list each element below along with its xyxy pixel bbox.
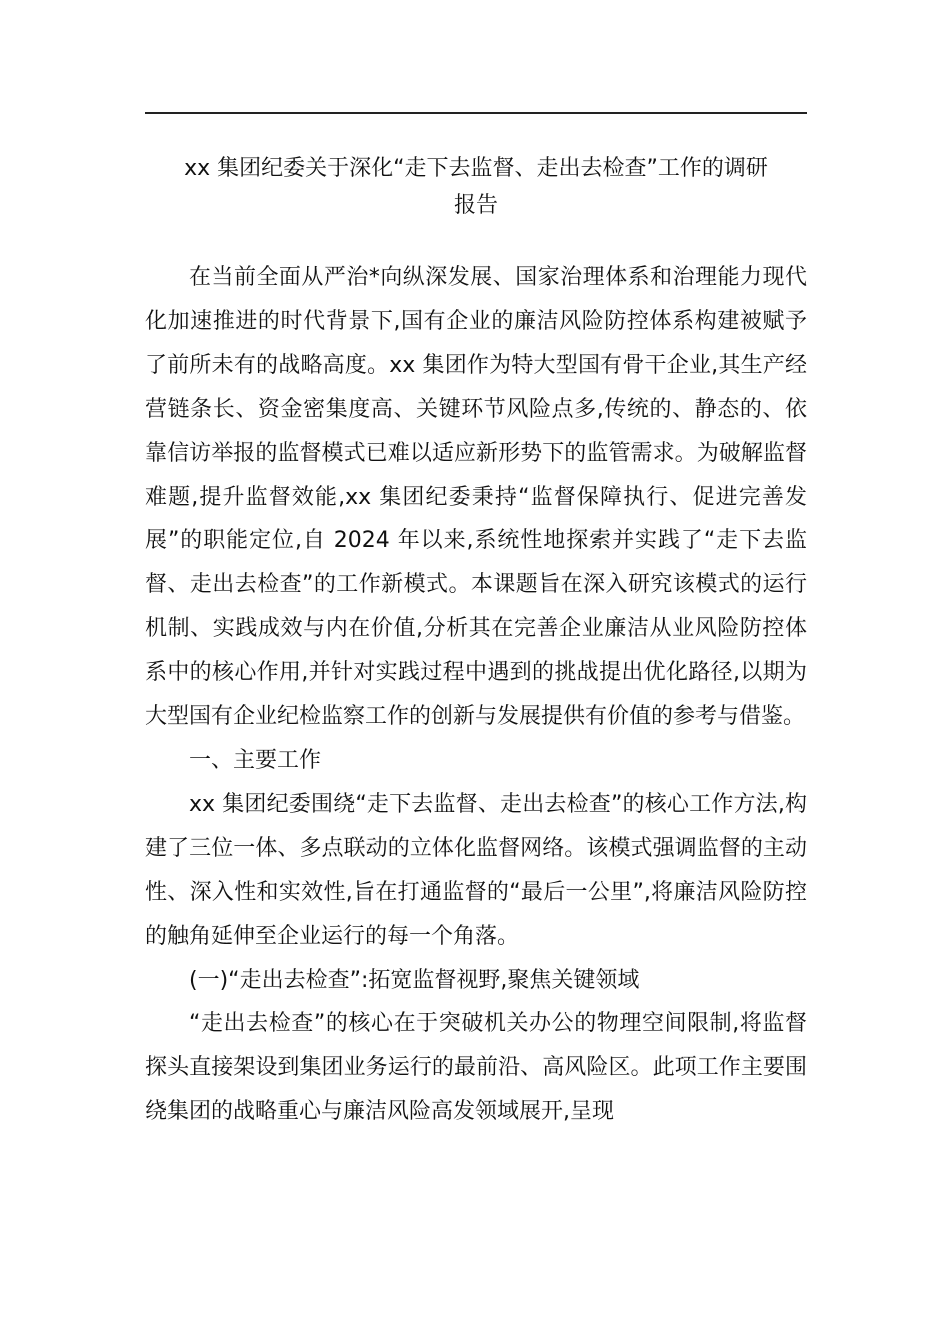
- main-work-paragraph: xx 集团纪委围绕“走下去监督、走出去检查”的核心工作方法,构建了三位一体、多点联动的立体化监督网络。该模式强调监督的主动性、深入性和实效性,旨在打通监督的“最后一公里”,将廉洁风险防控的触角延伸至企业运行的每一个角落。: [145, 791, 807, 949]
- header-rule: [145, 112, 807, 114]
- document-title: [145, 150, 807, 224]
- title-line-2: 报告: [453, 193, 498, 218]
- document-body: [145, 256, 807, 1134]
- subsection-1-paragraph: “走出去检查”的核心在于突破机关办公的物理空间限制,将监督探头直接架设到集团业务运行的最前沿、高风险区。此项工作主要围绕集团的战略重心与廉洁风险高发领域展开,呈现: [145, 1011, 807, 1125]
- section-heading-main-work: 一、主要工作: [189, 747, 322, 773]
- intro-paragraph: 在当前全面从严治*向纵深发展、国家治理体系和治理能力现代化加速推进的时代背景下,国有企业的廉洁风险防控体系构建被赋予了前所未有的战略高度。xx 集团作为特大型国有骨干企业,其生产经营链条长、资金密集度高、关键环节风险点多,传统的、静态的、依靠信访举报的监督模式已难以适应新形势下的监管需求。为破解监督难题,提升监督效能,xx 集团纪委秉持“监督保障执行、促进完善发展”的职能定位,自 2024 年以来,系统性地探索并实践了“走下去监督、走出去检查”的工作新模式。本课题旨在深入研究该模式的运行机制、实践成效与内在价值,分析其在完善企业廉洁从业风险防控体系中的核心作用,并针对实践过程中遇到的挑战提出优化路径,以期为大型国有企业纪检监察工作的创新与发展提供有价值的参考与借鉴。: [145, 265, 807, 730]
- title-line-1: xx 集团纪委关于深化“走下去监督、走出去检查”工作的调研: [184, 156, 768, 181]
- subsection-heading-1: (一)“走出去检查”:拓宽监督视野,聚焦关键领域: [189, 967, 640, 993]
